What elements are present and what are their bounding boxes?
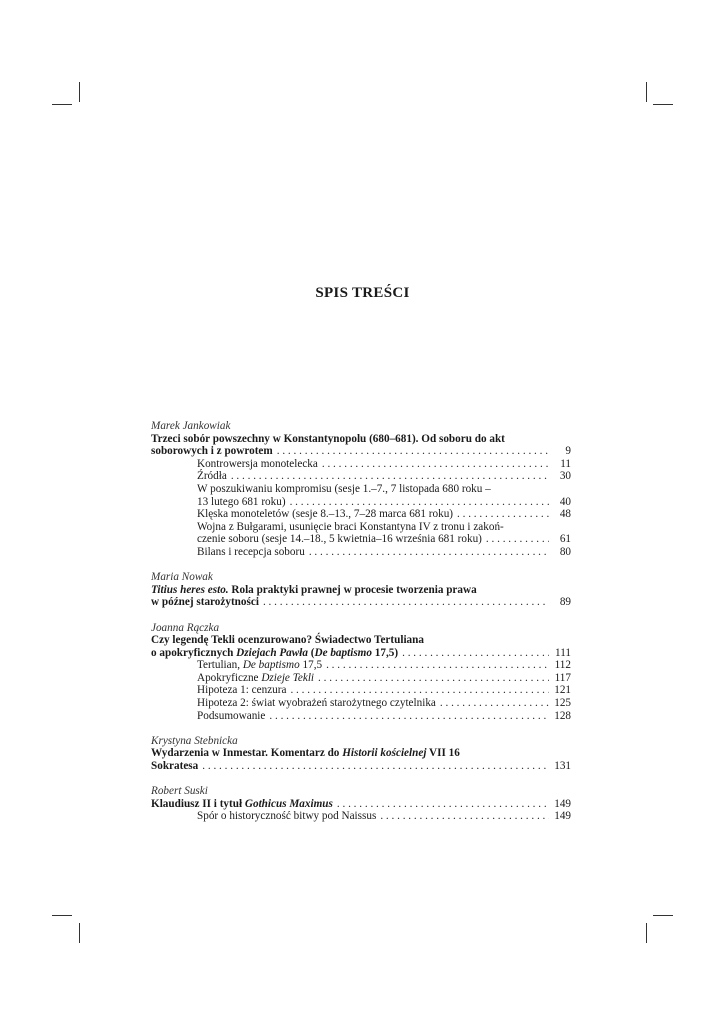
entry-italic: Dzieje Tekli — [261, 671, 315, 684]
entry-title-cont: czenie soboru (sesje 14.–18., 5 kwietnia–16 września 681 roku) — [197, 533, 482, 546]
toc-entry[interactable] — [151, 458, 571, 471]
entry-title: Źródła — [197, 470, 227, 483]
page-number: 117 — [554, 671, 571, 684]
entry-title — [197, 659, 322, 672]
article-title-line[interactable] — [151, 596, 571, 609]
page-number: 48 — [559, 508, 571, 521]
author-name: Joanna Rączka — [151, 621, 220, 634]
article-title-text: Rola praktyki prawnej w procesie tworzenia prawa — [228, 583, 477, 596]
page-number: 125 — [554, 697, 571, 710]
toc-section — [151, 622, 571, 723]
entry-title: Hipoteza 1: cenzura — [197, 684, 287, 697]
leader-dots — [259, 596, 549, 609]
toc-section — [151, 571, 571, 609]
entry-title: Bilans i recepcja soboru — [197, 545, 305, 558]
toc-entry[interactable] — [151, 697, 571, 710]
title-part: Wydarzenia w Inmestar. Komentarz do — [151, 747, 343, 760]
leader-dots — [398, 647, 549, 660]
toc-entry[interactable] — [151, 470, 571, 483]
article-title: Czy legendę Tekli ocenzurowano? Świadectwo Tertuliana — [151, 634, 424, 647]
toc-entry[interactable] — [151, 710, 571, 723]
toc-entry[interactable] — [151, 684, 571, 697]
entry-part: Apokryficzne — [197, 671, 262, 684]
leader-dots — [318, 458, 549, 471]
toc-entry[interactable] — [151, 496, 571, 509]
title-italic: Historii kościelnej — [342, 747, 427, 760]
page-number: 89 — [559, 596, 571, 609]
toc-entry[interactable] — [151, 659, 571, 672]
leader-dots — [305, 546, 549, 559]
entry-title: Wojna z Bułgarami, usunięcie braci Konstantyna IV z tronu i zakoń- — [197, 520, 504, 533]
crop-mark — [52, 104, 72, 105]
page-number: 149 — [554, 797, 571, 810]
page-number: 121 — [554, 684, 571, 697]
page-number: 61 — [559, 533, 571, 546]
page-number: 80 — [559, 545, 571, 558]
toc-entry[interactable] — [151, 546, 571, 559]
entry-title — [197, 672, 314, 685]
page-number: 40 — [559, 495, 571, 508]
leader-dots — [436, 697, 549, 710]
title-part: 17,5) — [371, 646, 399, 659]
leader-dots — [376, 810, 549, 823]
leader-dots — [198, 760, 549, 773]
table-of-contents — [151, 420, 571, 836]
author-name: Marek Jankowiak — [151, 420, 231, 432]
toc-section — [151, 735, 571, 773]
crop-mark — [646, 923, 647, 943]
title-italic: De baptismo — [314, 646, 372, 659]
crop-mark — [79, 82, 80, 102]
crop-mark — [52, 915, 72, 916]
author-name: Maria Nowak — [151, 571, 213, 584]
entry-title: Spór o historyczność bitwy pod Naissus — [197, 810, 377, 823]
crop-mark — [79, 923, 80, 943]
entry-title: Kontrowersja monotelecka — [197, 457, 318, 470]
leader-dots — [482, 533, 549, 546]
title-italic: Gothicus Maximus — [244, 797, 333, 810]
title-part: ( — [307, 646, 315, 659]
page-number: 149 — [554, 810, 571, 823]
entry-title: Hipoteza 2: świat wyobrażeń starożytnego czytelnika — [197, 697, 436, 710]
crop-mark — [646, 82, 647, 102]
leader-dots — [273, 445, 549, 458]
entry-title: Klęska monoteletów (sesje 8.–13., 7–28 marca 681 roku) — [197, 508, 454, 521]
leader-dots — [286, 684, 549, 697]
article-title-line[interactable] — [151, 760, 571, 773]
article-title-cont: Sokratesa — [151, 760, 199, 773]
toc-entry[interactable] — [151, 533, 571, 546]
article-title-cont: soborowych i z powrotem — [151, 445, 273, 458]
leader-dots — [333, 798, 549, 811]
toc-section — [151, 420, 571, 559]
article-title-line[interactable] — [151, 647, 571, 660]
leader-dots — [265, 710, 549, 723]
entry-title: Podsumowanie — [197, 709, 266, 722]
entry-title-cont: 13 lutego 681 roku) — [197, 495, 286, 508]
crop-mark — [653, 915, 673, 916]
toc-entry[interactable] — [151, 508, 571, 521]
page-number: 11 — [560, 457, 571, 470]
leader-dots — [453, 508, 549, 521]
author-name: Robert Suski — [151, 785, 208, 798]
page-number: 131 — [554, 760, 571, 773]
article-title — [151, 584, 571, 597]
entry-part: Tertulian, — [197, 659, 243, 672]
article-title — [151, 747, 571, 760]
toc-section — [151, 785, 571, 823]
entry-part: 17,5 — [299, 659, 323, 672]
article-title-cont: w późnej starożytności — [151, 596, 259, 609]
article-title-line[interactable] — [151, 445, 571, 458]
leader-dots — [314, 672, 549, 685]
title-part: VII 16 — [426, 747, 460, 760]
article-title — [151, 798, 333, 811]
title-part: o apokryficznych — [151, 646, 237, 659]
crop-mark — [653, 104, 673, 105]
page-number: 30 — [559, 470, 571, 483]
title-italic: Dziejach Pawła — [236, 646, 308, 659]
page-title: SPIS TREŚCI — [315, 285, 410, 301]
page-number: 112 — [554, 659, 571, 672]
article-title-line[interactable] — [151, 798, 571, 811]
article-title: Trzeci sobór powszechny w Konstantynopolu (680–681). Od soboru do akt — [151, 432, 505, 445]
entry-title: W poszukiwaniu kompromisu (sesje 1.–7., 7 listopada 680 roku – — [197, 482, 491, 495]
entry-italic: De baptismo — [242, 659, 300, 672]
leader-dots — [286, 496, 549, 509]
article-title-cont — [151, 647, 398, 660]
toc-entry[interactable] — [151, 672, 571, 685]
leader-dots — [322, 659, 549, 672]
toc-entry[interactable] — [151, 810, 571, 823]
page-number: 9 — [565, 445, 571, 458]
author-name: Krystyna Stebnicka — [151, 734, 238, 747]
leader-dots — [227, 470, 549, 483]
page-number: 128 — [554, 709, 571, 722]
title-part: Klaudiusz II i tytuł — [151, 797, 245, 810]
article-title-italic: Titius heres esto. — [151, 583, 229, 596]
page-number: 111 — [555, 646, 571, 659]
